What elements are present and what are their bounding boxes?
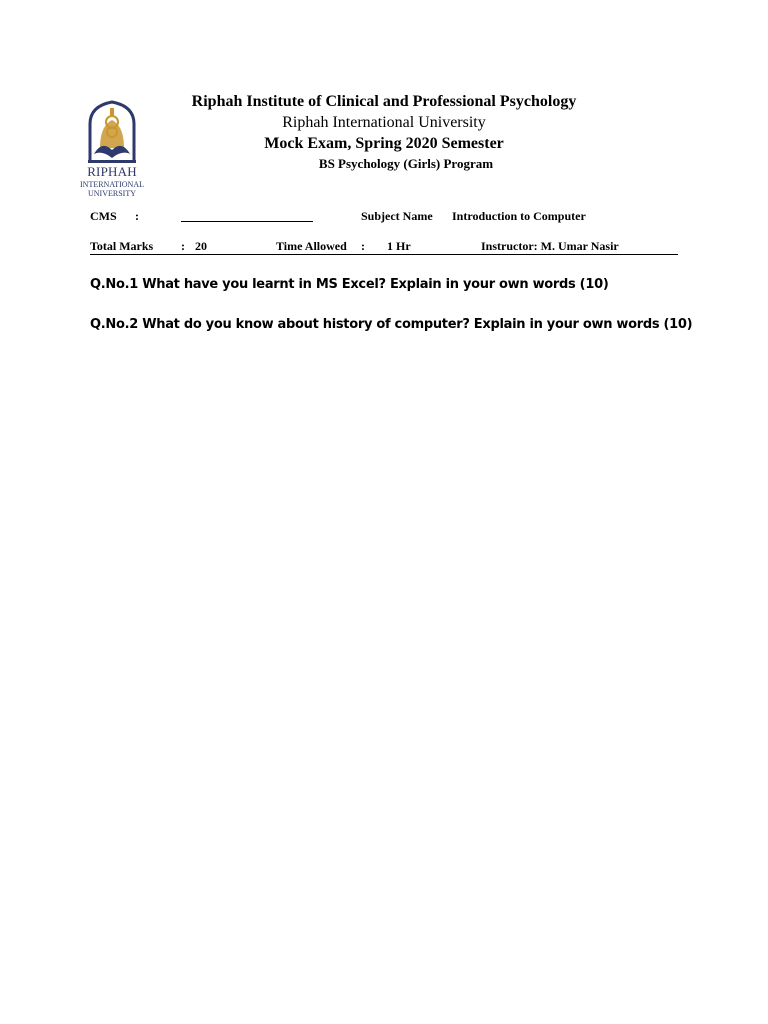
subject-value: Introduction to Computer bbox=[452, 209, 586, 223]
question-1: Q.No.1 What have you learnt in MS Excel? Explain in your own words (10) bbox=[90, 277, 609, 292]
logo-name: RIPHAH bbox=[87, 164, 137, 179]
institute-title: Riphah Institute of Clinical and Professional Psychology bbox=[191, 93, 577, 110]
total-marks-colon: : bbox=[181, 239, 185, 253]
total-marks-label: Total Marks bbox=[90, 239, 154, 253]
cms-blank-line bbox=[181, 221, 313, 222]
cms-colon: : bbox=[135, 209, 139, 223]
time-allowed-label: Time Allowed bbox=[276, 239, 347, 253]
time-allowed-colon: : bbox=[361, 239, 365, 253]
exam-title: Mock Exam, Spring 2020 Semester bbox=[264, 135, 504, 152]
header-divider bbox=[90, 254, 678, 255]
instructor-name: Instructor: M. Umar Nasir bbox=[481, 239, 619, 253]
total-marks-value: 20 bbox=[195, 239, 207, 253]
time-allowed-value: 1 Hr bbox=[387, 239, 411, 253]
question-2: Q.No.2 What do you know about history of computer? Explain in your own words (10) bbox=[90, 317, 693, 332]
logo-sub-line2: UNIVERSITY bbox=[88, 189, 136, 198]
cms-label: CMS bbox=[90, 209, 117, 223]
program-name: BS Psychology (Girls) Program bbox=[318, 156, 494, 171]
subject-label: Subject Name bbox=[361, 209, 433, 223]
university-name: Riphah International University bbox=[282, 114, 486, 131]
logo-sub-line1: INTERNATIONAL bbox=[80, 180, 144, 189]
